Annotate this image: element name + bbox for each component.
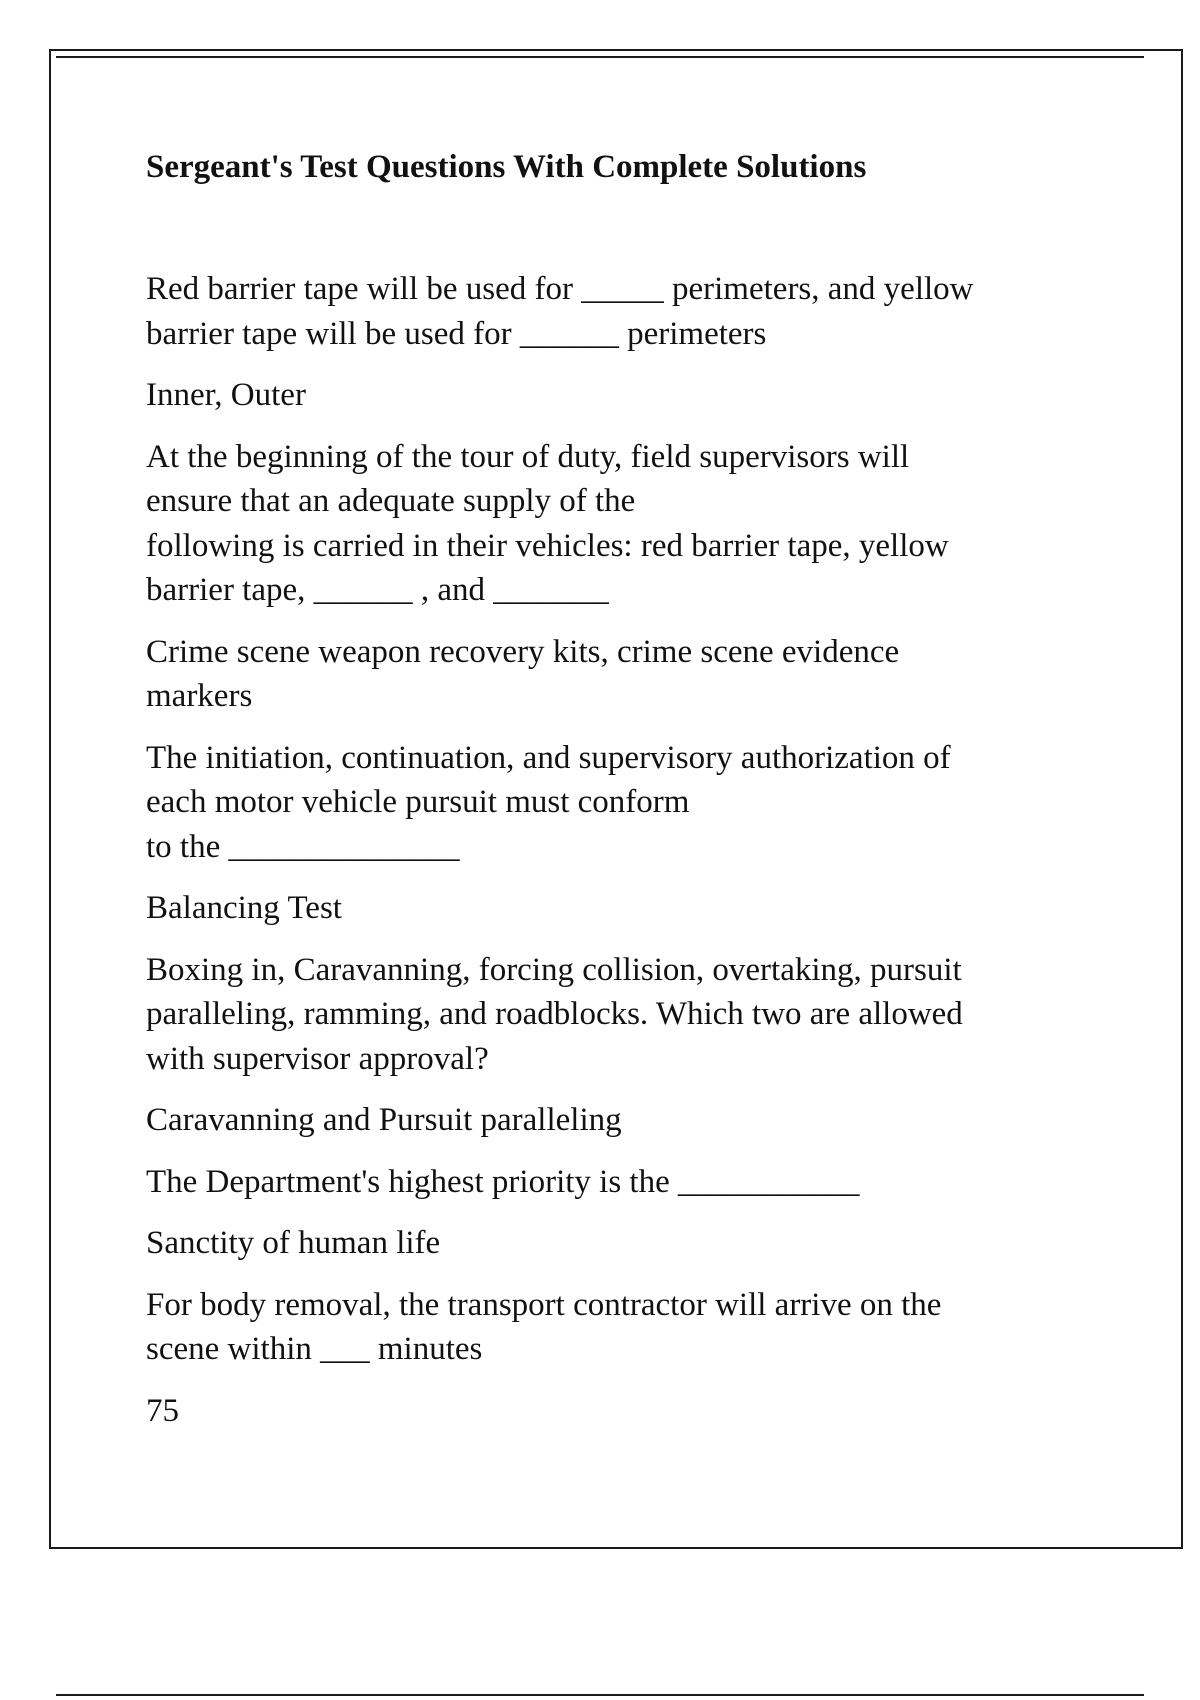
answer-1: Inner, Outer <box>146 377 306 413</box>
answer-3: Balancing Test <box>146 890 342 926</box>
question-4: Boxing in, Caravanning, forcing collision, overtaking, pursuit paralleling, ramming, and roadblocks. Which two are allowed with supervisor approval? <box>146 951 963 1077</box>
answer-2: Crime scene weapon recovery kits, crime scene evidence markers <box>146 633 900 714</box>
question-6: For body removal, the transport contractor will arrive on the scene within ___ minutes <box>146 1286 942 1367</box>
answer-4: Caravanning and Pursuit paralleling <box>146 1102 622 1138</box>
question-2: At the beginning of the tour of duty, field supervisors will ensure that an adequate supply of the following is carried in their vehicles: red barrier tape, yellow barrier tape, ______ , and _______ <box>146 438 949 608</box>
question-3: The initiation, continuation, and supervisory authorization of each motor vehicle pursuit must conform to the ______________ <box>146 739 951 865</box>
bottom-rule <box>56 1694 1144 1696</box>
answer-5: Sanctity of human life <box>146 1225 441 1261</box>
question-5: The Department's highest priority is the ___________ <box>146 1163 860 1200</box>
document-content <box>146 145 1066 1450</box>
document-title: Sergeant's Test Questions With Complete Solutions <box>146 149 867 185</box>
question-1: Red barrier tape will be used for _____ perimeters, and yellow barrier tape will be used for ______ perimeters <box>146 271 974 352</box>
answer-6: 75 <box>146 1392 179 1429</box>
qa-list <box>146 267 1066 1433</box>
